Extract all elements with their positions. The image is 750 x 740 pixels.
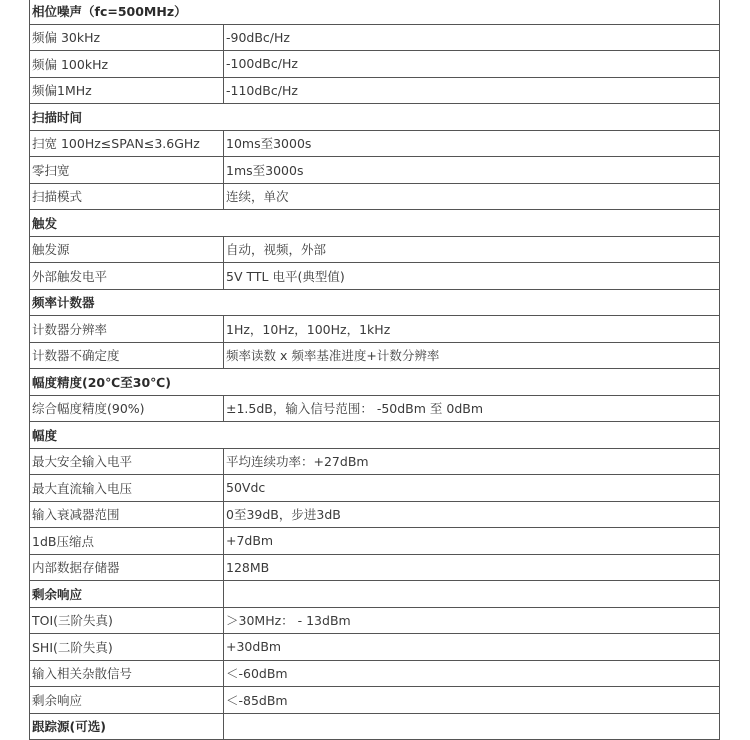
spec-label: 频偏 100kHz (30, 51, 224, 78)
spec-value: ＜-85dBm (224, 687, 720, 714)
spec-value: 平均连续功率：+27dBm (224, 448, 720, 475)
spec-value: -110dBc/Hz (224, 77, 720, 104)
spec-row (30, 316, 720, 343)
spec-row (30, 130, 720, 157)
spec-value: +30dBm (224, 634, 720, 661)
spec-value: 1Hz，10Hz，100Hz，1kHz (224, 316, 720, 343)
section-empty-cell (224, 713, 720, 740)
spec-label: 输入衰减器范围 (30, 501, 224, 528)
spec-value: 频率读数 x 频率基准进度+计数分辨率 (224, 342, 720, 369)
section-title: 幅度精度(20℃至30℃) (30, 369, 720, 396)
section-header-row (30, 0, 720, 24)
spec-value: -90dBc/Hz (224, 24, 720, 51)
section-header-row (30, 289, 720, 316)
section-header-row (30, 369, 720, 396)
spec-label: 扫宽 100Hz≤SPAN≤3.6GHz (30, 130, 224, 157)
spec-row (30, 554, 720, 581)
spec-row (30, 51, 720, 78)
spec-row (30, 687, 720, 714)
spec-label: 计数器分辨率 (30, 316, 224, 343)
spec-row (30, 607, 720, 634)
spec-label: 零扫宽 (30, 157, 224, 184)
spec-row (30, 501, 720, 528)
spec-label: 外部触发电平 (30, 263, 224, 290)
spec-row (30, 77, 720, 104)
section-header-row (30, 422, 720, 449)
section-title: 触发 (30, 210, 720, 237)
spec-value: 1ms至3000s (224, 157, 720, 184)
spec-label: 频偏1MHz (30, 77, 224, 104)
spec-row (30, 183, 720, 210)
spec-label: TOI(三阶失真) (30, 607, 224, 634)
spec-row (30, 448, 720, 475)
spec-value: 128MB (224, 554, 720, 581)
section-header-row (30, 210, 720, 237)
spec-value: 50Vdc (224, 475, 720, 502)
section-title: 幅度 (30, 422, 720, 449)
spec-value: -100dBc/Hz (224, 51, 720, 78)
section-title: 跟踪源(可选) (30, 713, 224, 740)
spec-row (30, 528, 720, 555)
spec-value: ±1.5dB，输入信号范围： -50dBm 至 0dBm (224, 395, 720, 422)
spec-label: 频偏 30kHz (30, 24, 224, 51)
spec-table (29, 0, 720, 740)
spec-row (30, 263, 720, 290)
spec-value: +7dBm (224, 528, 720, 555)
spec-label: SHI(二阶失真) (30, 634, 224, 661)
section-title: 相位噪声（fc=500MHz） (30, 0, 720, 24)
spec-label: 扫描模式 (30, 183, 224, 210)
section-header-row (30, 713, 720, 740)
spec-value: 0至39dB，步进3dB (224, 501, 720, 528)
spec-label: 触发源 (30, 236, 224, 263)
spec-value: ＞30MHz： - 13dBm (224, 607, 720, 634)
spec-label: 最大安全输入电平 (30, 448, 224, 475)
spec-label: 内部数据存储器 (30, 554, 224, 581)
spec-value: 连续，单次 (224, 183, 720, 210)
section-title: 扫描时间 (30, 104, 720, 131)
spec-label: 输入相关杂散信号 (30, 660, 224, 687)
spec-row (30, 634, 720, 661)
section-header-row (30, 104, 720, 131)
spec-row (30, 395, 720, 422)
spec-label: 1dB压缩点 (30, 528, 224, 555)
spec-row (30, 660, 720, 687)
spec-row (30, 475, 720, 502)
spec-row (30, 236, 720, 263)
section-empty-cell (224, 581, 720, 608)
spec-table-body (30, 0, 720, 740)
spec-label: 综合幅度精度(90%) (30, 395, 224, 422)
spec-label: 剩余响应 (30, 687, 224, 714)
spec-label: 最大直流输入电压 (30, 475, 224, 502)
spec-label: 计数器不确定度 (30, 342, 224, 369)
spec-row (30, 157, 720, 184)
spec-value: 自动，视频，外部 (224, 236, 720, 263)
spec-row (30, 342, 720, 369)
section-title: 频率计数器 (30, 289, 720, 316)
spec-value: 5V TTL 电平(典型值) (224, 263, 720, 290)
spec-value: ＜-60dBm (224, 660, 720, 687)
section-header-row (30, 581, 720, 608)
section-title: 剩余响应 (30, 581, 224, 608)
spec-row (30, 24, 720, 51)
spec-value: 10ms至3000s (224, 130, 720, 157)
